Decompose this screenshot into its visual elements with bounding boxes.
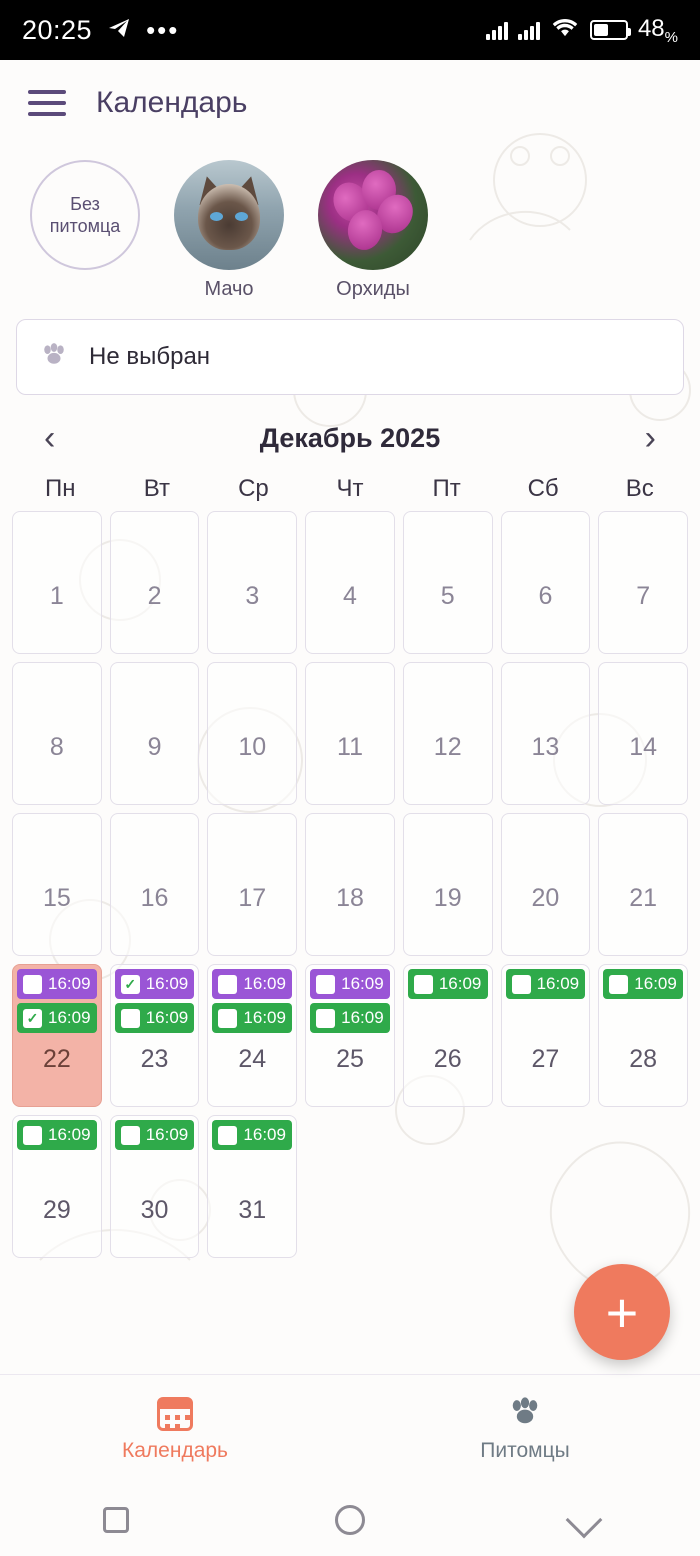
selected-pet-value: Не выбран: [89, 343, 211, 370]
pet-item-cat[interactable]: [170, 160, 288, 301]
wifi-icon: [550, 16, 580, 43]
event-checkbox[interactable]: [121, 975, 140, 994]
calendar-day-number: 30: [140, 1196, 169, 1224]
weekday-fri: Пт: [432, 475, 461, 502]
weekday-tue: Вт: [143, 475, 170, 502]
calendar-day-cell[interactable]: [12, 964, 102, 1107]
calendar-day-number: 12: [433, 733, 462, 761]
event-time: 16:09: [48, 1008, 91, 1027]
calendar-day-cell[interactable]: [12, 511, 102, 654]
calendar-day-number: 19: [433, 884, 462, 912]
calendar-day-cell[interactable]: [501, 813, 591, 956]
calendar-day-number: 13: [531, 733, 560, 761]
calendar-day-cell[interactable]: [305, 511, 395, 654]
calendar-day-number: 14: [629, 733, 658, 761]
calendar-event-chip[interactable]: [212, 969, 292, 999]
event-checkbox[interactable]: [218, 1126, 237, 1145]
calendar-day-number: 18: [336, 884, 364, 912]
tab-calendar-label: Календарь: [122, 1438, 228, 1462]
event-time: 16:09: [243, 1125, 286, 1144]
event-checkbox[interactable]: [23, 1009, 42, 1028]
calendar-day-cell[interactable]: [207, 813, 297, 956]
calendar-event-chip[interactable]: [115, 1003, 195, 1033]
calendar-day-cell[interactable]: [598, 964, 688, 1107]
calendar-day-cell[interactable]: [110, 1115, 200, 1258]
pet-avatar-none[interactable]: [30, 160, 140, 270]
event-checkbox[interactable]: [414, 975, 433, 994]
tab-pets-label: Питомцы: [480, 1439, 570, 1462]
calendar-day-number: 17: [238, 884, 267, 912]
event-time: 16:09: [48, 974, 91, 993]
calendar-day-number: 9: [147, 733, 162, 761]
calendar-day-number: 27: [531, 1045, 560, 1073]
calendar-event-chip[interactable]: [603, 969, 683, 999]
event-checkbox[interactable]: [512, 975, 531, 994]
circle-icon[interactable]: [335, 1505, 365, 1535]
tab-calendar[interactable]: [0, 1397, 350, 1463]
calendar-day-cell[interactable]: [403, 813, 493, 956]
calendar-day-number: 1: [49, 582, 64, 610]
calendar-day-cell[interactable]: [207, 511, 297, 654]
event-time: 16:09: [438, 974, 482, 993]
event-checkbox[interactable]: [121, 1009, 140, 1028]
battery-percent: $48_{\%}$: [637, 14, 678, 46]
paw-icon-tab: [508, 1396, 542, 1431]
calendar-event-chip[interactable]: [408, 969, 488, 999]
calendar-day-number: 5: [440, 582, 455, 610]
calendar-day-cell[interactable]: [403, 964, 493, 1107]
event-time: 16:09: [243, 1008, 286, 1027]
calendar-event-chip[interactable]: [310, 969, 390, 999]
calendar-day-cell[interactable]: [110, 511, 200, 654]
status-time: 20:25: [22, 14, 93, 45]
calendar-day-cell[interactable]: [305, 813, 395, 956]
event-checkbox[interactable]: [23, 975, 42, 994]
event-time: 16:09: [145, 1125, 189, 1144]
status-bar-right: [486, 15, 678, 46]
calendar-day-number: 22: [42, 1045, 71, 1073]
calendar-day-cell[interactable]: [110, 813, 200, 956]
event-time: 16:09: [145, 974, 189, 993]
month-navigation: [0, 395, 700, 465]
weekday-mon: Пн: [45, 475, 76, 502]
calendar-event-chip[interactable]: [17, 1120, 97, 1150]
calendar-day-cell[interactable]: [403, 511, 493, 654]
calendar-day-number: 31: [238, 1196, 267, 1224]
calendar-day-cell[interactable]: [501, 511, 591, 654]
calendar-day-number: 25: [336, 1045, 364, 1073]
tab-pets[interactable]: [350, 1396, 700, 1463]
calendar-event-chip[interactable]: [115, 1120, 195, 1150]
event-checkbox[interactable]: [23, 1126, 42, 1145]
calendar-day-number: 8: [49, 733, 64, 761]
calendar-day-cell[interactable]: [207, 964, 297, 1107]
android-nav-bar: [0, 1484, 700, 1556]
event-time: 16:09: [536, 974, 580, 993]
weekday-thu: Чт: [336, 475, 364, 502]
calendar-day-cell[interactable]: [305, 662, 395, 805]
calendar-day-number: 26: [433, 1045, 462, 1073]
calendar-day-number: 2: [147, 582, 162, 610]
pet-none-label-line2: питомца: [49, 216, 121, 236]
calendar-day-cell[interactable]: [403, 662, 493, 805]
calendar-day-cell[interactable]: [598, 813, 688, 956]
calendar-day-cell[interactable]: [110, 662, 200, 805]
hamburger-menu-icon[interactable]: [28, 90, 66, 116]
calendar-day-cell[interactable]: [501, 964, 591, 1107]
calendar-day-cell[interactable]: [305, 964, 395, 1107]
prev-month-button[interactable]: ‹: [44, 419, 56, 457]
event-checkbox[interactable]: [316, 1009, 335, 1028]
calendar-day-cell[interactable]: [12, 1115, 102, 1258]
event-time: 16:09: [145, 1008, 189, 1027]
event-time: 16:09: [634, 974, 677, 993]
calendar-day-number: 11: [337, 733, 363, 761]
calendar-event-chip[interactable]: [212, 1003, 292, 1033]
event-time: 16:09: [48, 1125, 91, 1144]
square-icon[interactable]: [103, 1507, 129, 1533]
calendar-icon: [157, 1397, 193, 1431]
pet-selector-row: [0, 146, 700, 301]
calendar-event-chip[interactable]: [115, 969, 195, 999]
pet-name-orchid: Орхиды: [336, 278, 410, 300]
paw-icon: [41, 342, 67, 373]
status-bar: [0, 0, 700, 60]
selected-pet-field[interactable]: [16, 319, 684, 395]
calendar-day-cell[interactable]: [207, 1115, 297, 1258]
page-title: Календарь: [96, 86, 248, 119]
calendar-day-cell[interactable]: [501, 662, 591, 805]
more-notifications-icon: •••: [146, 15, 180, 45]
calendar-event-chip[interactable]: [506, 969, 586, 999]
weekday-header-row: [0, 465, 700, 511]
status-bar-left: [22, 15, 179, 46]
calendar-day-number: 20: [531, 884, 560, 912]
pet-item-orchid[interactable]: [314, 160, 432, 301]
event-time: 16:09: [341, 1008, 384, 1027]
add-event-fab[interactable]: +: [574, 1264, 670, 1360]
calendar-day-number: 10: [238, 733, 267, 761]
battery-icon: [590, 20, 628, 40]
calendar-day-cell[interactable]: [598, 662, 688, 805]
calendar-day-number: 29: [42, 1196, 71, 1224]
calendar-event-chip[interactable]: [310, 1003, 390, 1033]
calendar-day-cell[interactable]: [110, 964, 200, 1107]
month-title: Декабрь 2025: [259, 422, 441, 453]
event-time: 16:09: [243, 974, 286, 993]
calendar-day-number: 16: [140, 884, 169, 912]
back-chevron-icon[interactable]: [566, 1502, 603, 1539]
weekday-wed: Ср: [238, 475, 269, 502]
bottom-tab-bar: [0, 1374, 700, 1484]
calendar-day-cell[interactable]: [12, 662, 102, 805]
calendar-day-number: 24: [238, 1045, 267, 1073]
event-time: 16:09: [341, 974, 384, 993]
pet-item-none[interactable]: [26, 160, 144, 278]
calendar-event-chip[interactable]: [212, 1120, 292, 1150]
signal-bars-sim2-icon: [518, 20, 540, 40]
event-checkbox[interactable]: [218, 1009, 237, 1028]
event-checkbox[interactable]: [218, 975, 237, 994]
calendar-day-number: 6: [538, 582, 553, 610]
next-month-button[interactable]: ›: [644, 419, 656, 457]
calendar-day-number: 28: [629, 1045, 658, 1073]
calendar-day-cell[interactable]: [12, 813, 102, 956]
calendar-day-number: 7: [636, 582, 651, 610]
calendar-day-number: 3: [245, 582, 260, 610]
calendar-day-cell[interactable]: [207, 662, 297, 805]
calendar-day-number: 4: [343, 582, 357, 610]
event-checkbox[interactable]: [121, 1126, 140, 1145]
calendar-event-chip[interactable]: [17, 1003, 97, 1033]
calendar-event-chip[interactable]: [17, 969, 97, 999]
telegram-icon: [106, 16, 132, 45]
pet-name-cat: Мачо: [204, 278, 254, 300]
event-checkbox[interactable]: [609, 975, 628, 994]
event-checkbox[interactable]: [316, 975, 335, 994]
pet-avatar-cat[interactable]: [174, 160, 284, 270]
signal-bars-sim1-icon: [486, 20, 508, 40]
weekday-sat: Сб: [527, 475, 559, 502]
calendar-day-number: 21: [629, 884, 658, 912]
calendar-grid: [0, 511, 700, 1258]
calendar-day-number: 23: [140, 1045, 169, 1073]
pet-avatar-orchid[interactable]: [318, 160, 428, 270]
calendar-day-cell[interactable]: [598, 511, 688, 654]
app-header: [0, 60, 700, 146]
weekday-sun: Вс: [625, 475, 654, 502]
calendar-day-number: 15: [42, 884, 71, 912]
pet-none-label-line1: Без: [70, 193, 100, 214]
